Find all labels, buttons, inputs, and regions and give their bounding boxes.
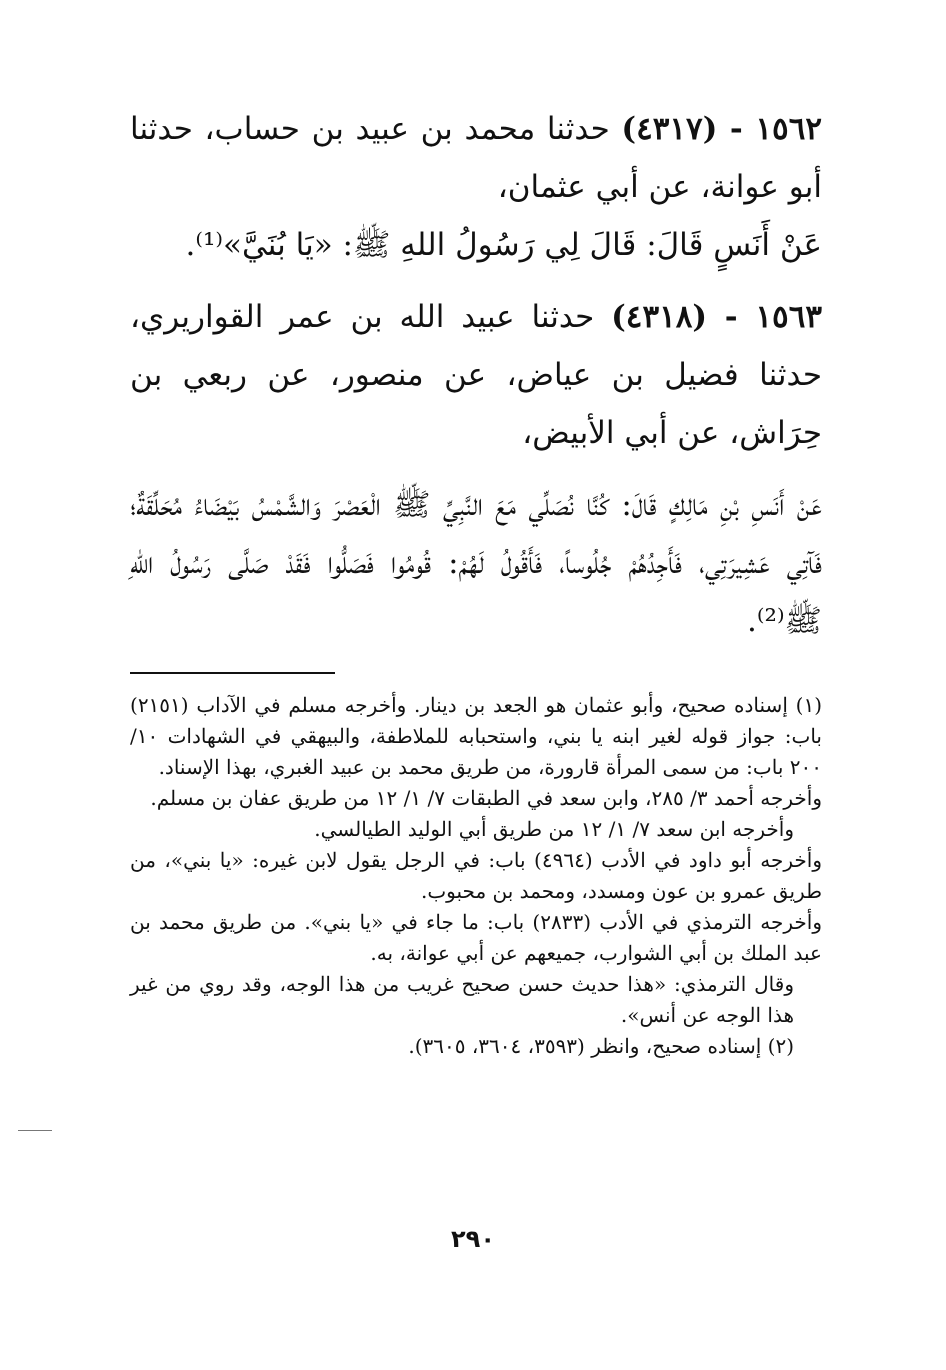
footnote-1-abu-dawud: وأخرجه أبو داود في الأدب (٤٩٦٤) باب: في الرجل يقول لابن غيره: «يا بني»، من طريق عمرو بن عون ومسدد، ومحمد بن محبوب.: [130, 848, 822, 903]
footnote-1-tirmidhi: وأخرجه الترمذي في الأدب (٢٨٣٣) باب: ما جاء في «يا بني». من طريق محمد بن عبد الملك بن أبي الشوارب، جميعهم عن أبي عوانة، به.: [130, 910, 822, 965]
hadith-1563-chain: [130, 288, 822, 462]
scan-margin-mark: [18, 1130, 52, 1131]
footnote-1-ahmad: وأخرجه أحمد ٣/ ٢٨٥، وابن سعد في الطبقات ٧/ ١/ ١٢ من طريق عفان بن مسلم.: [150, 786, 822, 810]
footnote-divider: [130, 672, 335, 674]
hadith-1563-number: ١٥٦٣ - (٤٣١٨): [611, 299, 823, 335]
hadith-1562-number: ١٥٦٢ - (٤٣١٧): [621, 111, 822, 147]
main-text: [130, 100, 822, 650]
hadith-1562-text: عَنْ أَنَسٍ قَالَ: قَالَ لِي رَسُولُ اللهِ ﷺ: «يَا بُنَيَّ»⁽¹⁾.: [185, 227, 822, 263]
hadith-1562-isnad: حدثنا محمد بن عبيد بن حساب، حدثنا أبو عوانة، عن أبي عثمان،: [130, 111, 822, 205]
page-number: ٢٩٠: [451, 1225, 495, 1253]
footnote-2: (٢) إسناده صحيح، وانظر (٣٥٩٣، ٣٦٠٤، ٣٦٠٥).: [408, 1034, 794, 1058]
hadith-1563-isnad: حدثنا عبيد الله بن عمر القواريري، حدثنا فضيل بن عياض، عن منصور، عن ربعي بن حِرَاش، عن أبي الأبيض،: [130, 299, 822, 451]
footnote-1-ibn-saad: وأخرجه ابن سعد ٧/ ١/ ١٢ من طريق أبي الوليد الطيالسي.: [314, 817, 794, 841]
footnote-1-tirmidhi-grade: وقال الترمذي: «هذا حديث حسن صحيح غريب من هذا الوجه، وقد روي من غير هذا الوجه عن أنس».: [130, 972, 794, 1027]
hadith-1562-chain: [130, 100, 822, 216]
footnote-1: (١) إسناده صحيح، وأبو عثمان هو الجعد بن دينار. وأخرجه مسلم في الآداب (٢١٥١) باب: جواز قوله لغير ابنه يا بني، واستحبابه للملاطفة، والبيهقي في الشهادات ١٠/ ٢٠٠ باب: من سمى المرأة قارورة، من طريق محمد بن عبيد الغبري، بهذا الإسناد.: [130, 693, 822, 779]
hadith-1563-text: عَنْ أَنَسِ بْنِ مَالِكٍ قَالَ: كُنَّا نُصَلِّي مَعَ النَّبِيِّ ﷺ الْعَصْرَ وَالشَّمْسُ بَيْضَاءُ مُحَلِّقَةٌ؛ فَآتِي عَشِيرَتِي، فَأَجِدُهُمْ جُلُوساً، فَأَقُولُ لَهُمْ: قُومُوا فَصَلُّوا فَقَدْ صَلَّى رَسُولُ اللهِ ﷺ⁽²⁾.: [130, 487, 822, 639]
page-content: [130, 100, 822, 1062]
footnotes: [130, 690, 822, 1062]
